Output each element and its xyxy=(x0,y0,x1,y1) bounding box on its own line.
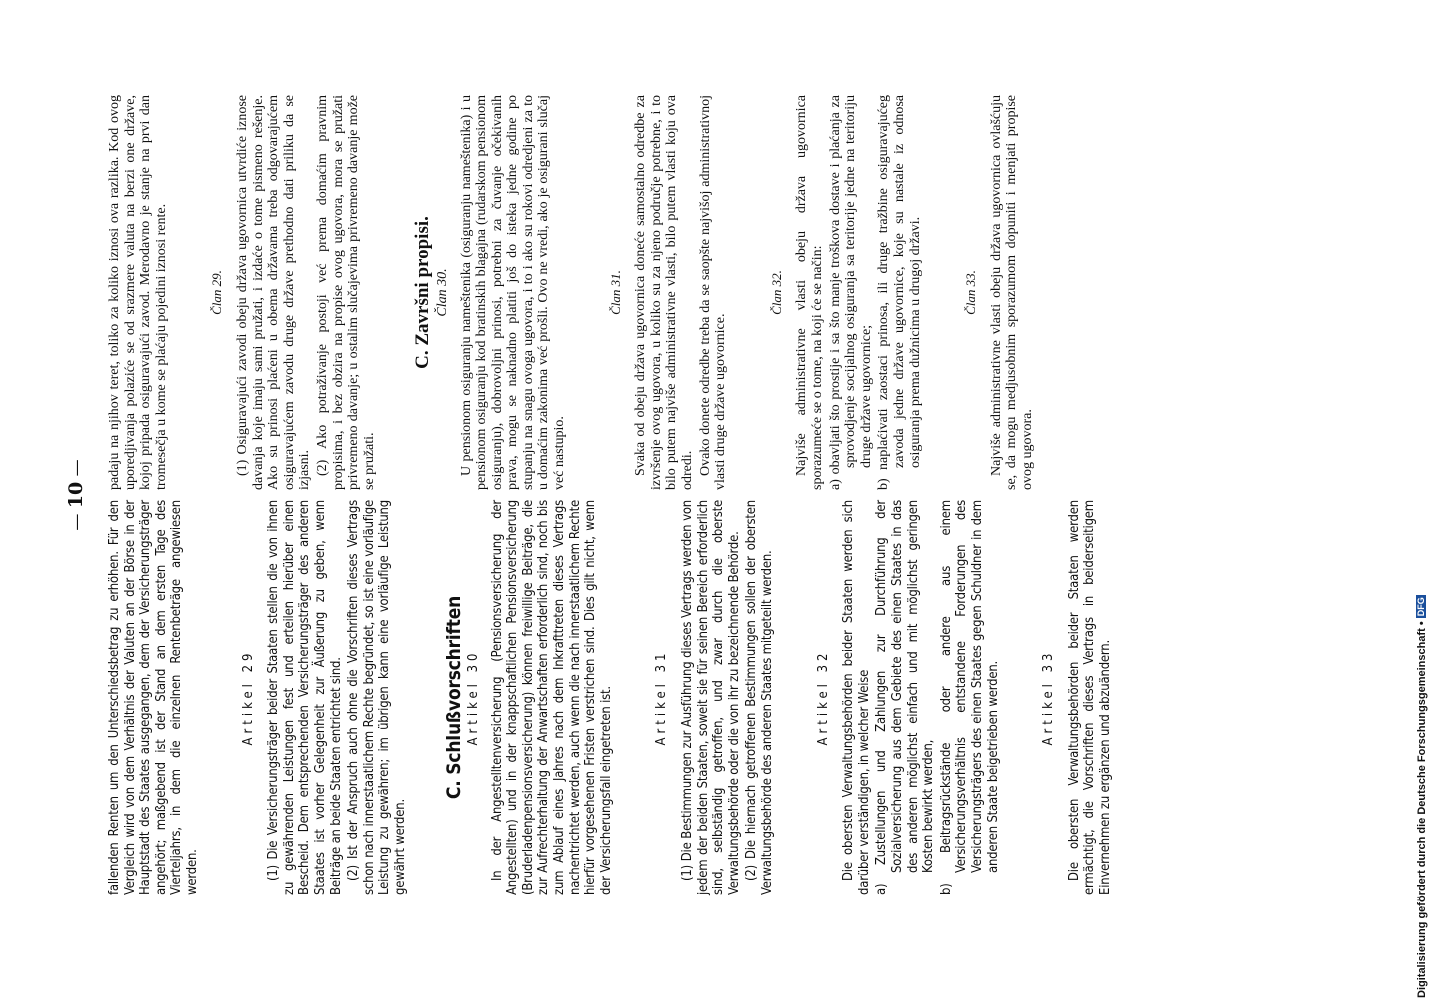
serbian-clan-30-para-1: U pensionom osiguranju nameštenika (osiguranju nameštenika) i u pensionom osiguranju kod bratinskih blagajna (rudarskom pensionom osiguranju), dobrovoljni prinosi, potrebni za čuvanje očekivanih prava, mogu se naknadno platiti još do isteka jedne godine po stupanju na snagu ovoga ugovora, i to i ako su rokovi odredjeni za to u domaćim zakonima već prošli. Ovo ne vredi, ako je osigurani slučaj već nastupio. xyxy=(458,95,568,490)
serbian-column xyxy=(107,95,1038,490)
serbian-intro: padaju na njihov teret, toliko za koliko iznosi ova razlika. Kod ovog uporedjivanja polaziće se od srazmere valuta na berzi one države, kojoj pripada osiguravajući zavod. Merodavno je stanje na prvi dan tromesečja u kome se plaćaju pojedini iznosi rente. xyxy=(107,95,169,490)
serbian-clan-33-para-1: Najviše administrativne vlasti obeju država ugovornica ovlašćuju se, da mogu medjusobnim sporazumom dopuniti i menjati propise ovog ugovora. xyxy=(988,95,1035,490)
german-section-c-heading: C. Schlußvorschriften xyxy=(442,595,465,800)
rotated-page-content xyxy=(67,85,1327,905)
serbian-clan-32-item-a: a) obavljati što prostije i sa što manje troškova dostave i plaćanja za sprovodjenje socijalnog osiguranja sa teritorije jedne na teritoriju druge države ugovornice; xyxy=(827,95,874,490)
german-article-33-para-1: Die obersten Verwaltungsbehörden beider Staaten werden ermächtigt, die Vorschriften dieses Vertrags in beiderseitigem Einvernehmen zu ergänzen und abzuändern. xyxy=(1066,500,1113,895)
serbian-section-c-heading: C. Završni propisi. xyxy=(412,216,434,369)
serbian-clan-31-heading: Član 31. xyxy=(607,270,623,315)
serbian-clan-33-heading: Član 33. xyxy=(963,270,979,315)
serbian-clan-31-para-2: Ovako donete odredbe treba da se saopšte najvišoj administrativnoj vlasti druge države ugovornice. xyxy=(697,95,729,490)
digitization-credit xyxy=(1416,18,1434,998)
page-number: — 10 — xyxy=(65,459,87,531)
serbian-clan-32-para-1: Najviše administrativne vlasti obeju država ugovornica sporazumeće se o tome, na koji će se način: xyxy=(794,95,825,490)
serbian-clan-32-item-b: b) naplaćivati zaostaci prinosa, ili druge tražbine osiguravajućeg zavoda jedne države ugovornice, koje su nastale iz odnosa osiguranja prema dužnicima u drugoj državi. xyxy=(876,95,923,490)
serbian-clan-31-para-1: Svaka od obeju država ugovornica doneće samostalno odredbe za izvršenje ovog ugovora, u koliko su za njeno područje potrebne, i to bilo putem najviše administrativne vlasti, bilo putem vlasti koju ova odredi. xyxy=(633,95,696,490)
german-article-31-para-1: (1) Die Bestimmungen zur Ausführung dieses Vertrags werden von jedem der beiden Staaten, soweit sie für seinen Bereich erforderlich sind, selbständig getroffen, und zwar durch die oberste Verwaltungsbehörde oder die von ihr zu bezeichnende Behörde. xyxy=(680,500,742,895)
german-article-30-heading: Artikel 30 xyxy=(466,649,482,746)
german-article-32-heading: Artikel 32 xyxy=(815,649,831,746)
serbian-clan-32-heading: Član 32. xyxy=(768,270,784,315)
german-article-31-para-2: (2) Die hiernach getroffenen Bestimmungen sollen der obersten Verwaltungsbehörde des anderen Staates mitgeteilt werden. xyxy=(744,500,775,895)
german-article-29-heading: Artikel 29 xyxy=(240,649,256,746)
german-article-32-item-a: a) Zustellungen und Zahlungen zur Durchführung der Sozialversicherung aus dem Gebiete des einen Staates in das des anderen möglichst einfach und mit möglichst geringen Kosten bewirkt werden, xyxy=(874,500,937,895)
serbian-clan-30-heading: Član 30. xyxy=(434,268,450,317)
dfg-logo: DFG xyxy=(1416,597,1426,617)
serbian-clan-29-para-2: (2) Ako potraživanje postoji već prema domaćim pravnim propisima, i bez obzira na propise ovog ugovora, mora se pružati privremeno davanje; u ostalim slučajevima privremeno davanje može se pružati. xyxy=(314,95,377,490)
german-column xyxy=(107,500,1116,895)
german-article-30-para-1: In der Angestelltenversicherung (Pensionsversicherung der Angestellten) und in der knappschaftlichen Pensionsversicherung (Bruderladenpensionsversicherung) können freiwillige Beiträge, die zur Aufrechterhaltung der Anwartschaften erforderlich sind, noch bis zum Ablauf eines Jahres nach dem Inkrafttreten dieses Vertrags nachentrichtet werden, auch wenn die nach innerstaatlichem Rechte hierfür vorgesehenen Fristen verstrichen sind. Dies gilt nicht, wenn der Versicherungsfall eingetreten ist. xyxy=(489,500,614,895)
serbian-clan-29-para-1: (1) Osiguravajući zavodi obeju država ugovornica utvrdiće iznose davanja koje imaju sami pružati, i izdaće o tome pismeno rešenje. Ako su prinosi plaćeni u obema državama treba odgovarajućem osiguravajućem zavodu druge države prethodno dati priliku da se izjasni. xyxy=(234,95,313,490)
serbian-clan-29-heading: Član 29. xyxy=(209,270,225,315)
german-intro: fallenden Renten um den Unterschiedsbetrag zu erhöhen. Für den Vergleich wird von dem Verhältnis der Valuten an der Börse in der Hauptstadt des Staates ausgegangen, dem der Versicherungsträger angehört; maßgebend ist der Stand an dem ersten Tage des Vierteljahrs, in dem die einzelnen Rentenbeträge angewiesen werden. xyxy=(107,500,200,895)
credit-text: Digitalisierung gefördert durch die Deutsche Forschungsgemeinschaft • xyxy=(1416,621,1428,998)
german-article-32-item-b: b) Beitragsrückstände oder andere aus einem Versicherungsverhältnis entstandene Forderungen des Versicherungsträgers des einen Staates gegen Schuldner in dem anderen Staate beigetrieben werden. xyxy=(938,500,1001,895)
german-article-29-para-2: (2) Ist der Anspruch auch ohne die Vorschriften dieses Vertrags schon nach innerstaatlichem Rechte begründet, so ist eine vorläufige Leistung zu gewähren; im übrigen kann eine vorläufige Leistung gewährt werden. xyxy=(346,500,408,895)
german-article-31-heading: Artikel 31 xyxy=(654,649,670,746)
german-article-29-para-1: (1) Die Versicherungsträger beider Staaten stellen die von ihnen zu gewährenden Leistungen fest und erteilen hierüber einen Bescheid. Dem entsprechenden Versicherungsträger des anderen Staates ist vorher Gelegenheit zur Äußerung zu geben, wenn Beiträge an beide Staaten entrichtet sind. xyxy=(266,500,344,895)
german-article-33-heading: Artikel 33 xyxy=(1041,649,1057,746)
german-article-32-para-1: Die obersten Verwaltungsbehörden beider Staaten werden sich darüber verständigen, in welcher Weise xyxy=(841,500,872,895)
